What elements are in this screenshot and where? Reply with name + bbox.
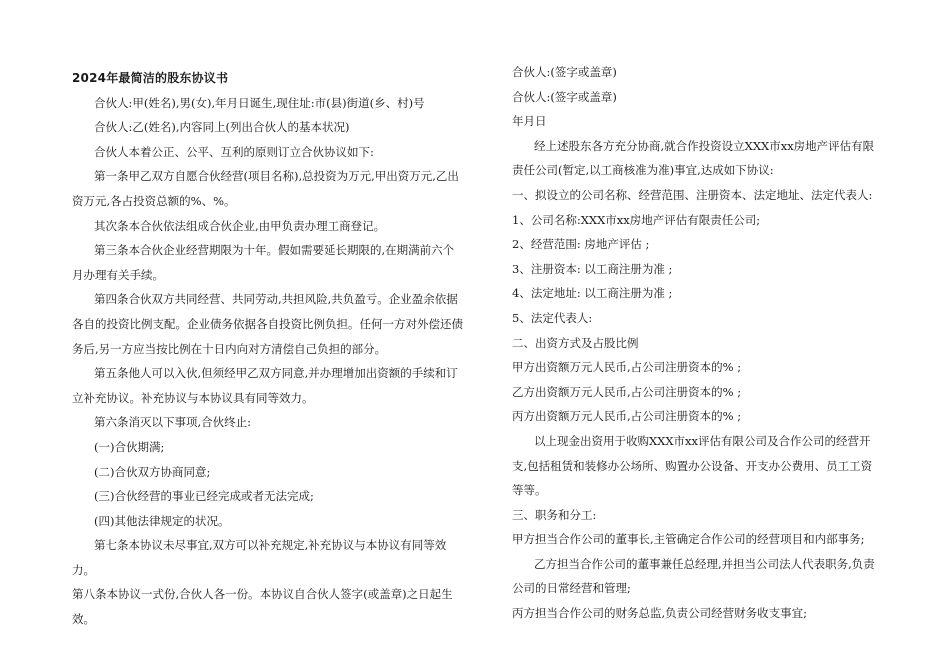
article-6-item-3: (三)合伙经营的事业已经完成或者无法完成; xyxy=(94,489,314,504)
company-name: 1、公司名称:XXX市xx房地产评估有限责任公司; xyxy=(512,212,761,227)
article-6-item-1: (一)合伙期满; xyxy=(94,439,165,454)
company-setup-intro: 经上述股东各方充分协商,就合作投资设立XXX市xx房地产评估有限责任公司(暂定,以工商核准为准)事宜,达成如下协议: xyxy=(512,138,875,178)
registered-capital: 3、注册资本: 以工商注册为准 ; xyxy=(512,261,673,276)
party-c-role: 丙方担当合作公司的财务总监,负责公司经营财务收支事宜; xyxy=(512,606,808,621)
partner-signature-1: 合伙人:(签字或盖章) xyxy=(512,65,617,79)
section-3-heading: 三、职务和分工: xyxy=(512,507,597,522)
partner-signature-2: 合伙人:(签字或盖章) xyxy=(512,89,617,104)
article-6-item-4: (四)其他法律规定的状况。 xyxy=(94,513,230,528)
article-8: 第八条本协议一式份,合伙人各一份。本协议自合伙人签字(或盖章)之日起生效。 xyxy=(72,587,453,627)
partner-a-info: 合伙人:甲(姓名),男(女),年月日诞生,现住址:市(县)街道(乡、村)号 xyxy=(94,95,425,110)
business-scope: 2、经营范围: 房地产评估 ; xyxy=(512,237,650,252)
section-1-heading: 一、拟设立的公司名称、经营范围、注册资本、法定地址、法定代表人: xyxy=(512,187,873,202)
left-column xyxy=(72,60,464,632)
article-7: 第七条本协议未尽事宜,双方可以补充规定,补充协议与本协议有同等效力。 xyxy=(72,538,447,577)
party-b-contribution: 乙方出资额万元人民币,占公司注册资本的% ; xyxy=(512,384,742,399)
article-2: 其次条本合伙依法组成合伙企业,由甲负责办理工商登记。 xyxy=(94,218,386,233)
article-5: 第五条他人可以入伙,但须经甲乙双方同意,并办理增加出资额的手续和订立补充协议。补充协议与本协议具有同等效力。 xyxy=(72,366,458,405)
signature-date: 年月日 xyxy=(512,114,547,129)
agreement-preamble: 合伙人本着公正、公平、互利的原则订立合伙协议如下: xyxy=(94,144,374,159)
partner-b-info: 合伙人:乙(姓名),内容同上(列出合伙人的基本状况) xyxy=(94,120,350,135)
party-b-role: 乙方担当合作公司的董事兼任总经理,并担当公司法人代表职务,负责公司的日常经营和管理; xyxy=(512,556,875,596)
legal-address: 4、法定地址: 以工商注册为准 ; xyxy=(512,286,673,301)
article-6: 第六条消灭以下事项,合伙终止: xyxy=(94,415,252,430)
document-title: 2024年最简洁的股东协议书 xyxy=(72,71,229,85)
party-c-contribution: 丙方出资额万元人民币,占公司注册资本的% ; xyxy=(512,409,742,424)
capital-usage: 以上现金出资用于收购XXX市xx评估有限公司及合作公司的经营开支,包括租赁和装修办公场所、购置办公设备、开支办公费用、员工工资等等。 xyxy=(512,433,873,498)
right-column xyxy=(512,60,882,626)
article-1: 第一条甲乙双方自愿合伙经营(项目名称),总投资为万元,甲出资万元,乙出资万元,各占投资总额的%、%。 xyxy=(72,169,459,208)
section-2-heading: 二、出资方式及占股比例 xyxy=(512,335,639,350)
article-6-item-2: (二)合伙双方协商同意; xyxy=(94,464,211,479)
article-3: 第三条本合伙企业经营期限为十年。假如需要延长期限的,在期满前六个月办理有关手续。 xyxy=(72,243,455,282)
legal-representative: 5、法定代表人: xyxy=(512,310,593,325)
party-a-contribution: 甲方出资额万元人民币,占公司注册资本的% ; xyxy=(512,360,742,375)
article-4: 第四条合伙双方共同经营、共同劳动,共担风险,共负盈亏。企业盈余依据各自的投资比例支配。企业债务依据各自投资比例负担。任何一方对外偿还债务后,另一方应当按比例在十日内向对方清偿自己负担的部分。 xyxy=(72,292,463,356)
party-a-role: 甲方担当合作公司的董事长,主管确定合作公司的经营项目和内部事务; xyxy=(512,532,865,547)
